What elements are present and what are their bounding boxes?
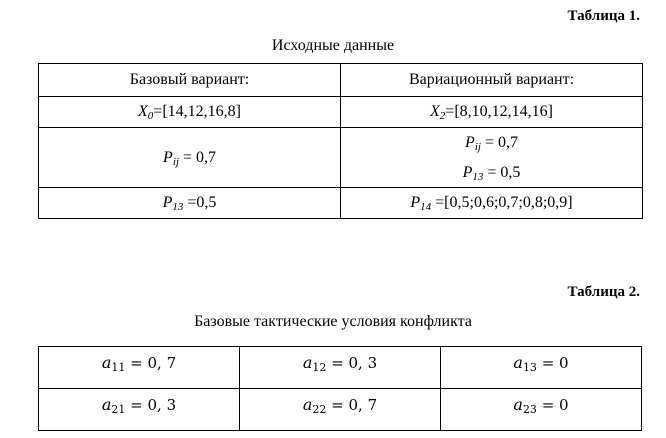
table-row <box>39 64 643 97</box>
var-subscript: 13 <box>472 170 484 183</box>
cell-p14-variation <box>341 188 643 219</box>
table-row <box>39 389 642 431</box>
cell-a21 <box>39 389 240 431</box>
var-subscript: 13 <box>522 361 537 374</box>
var-subscript: 13 <box>172 201 184 214</box>
header-base-variant: Базовый вариант: <box>39 64 341 97</box>
table2-label: Таблица 2. <box>567 284 640 300</box>
var-symbol: P <box>462 163 473 181</box>
cell-value: = 0,7 <box>178 148 216 166</box>
var-symbol: a <box>101 353 112 372</box>
cell-a12 <box>240 347 441 389</box>
cell-a11 <box>39 347 240 389</box>
tactical-conditions-table <box>38 346 642 431</box>
header-variation-variant: Вариационный вариант: <box>341 64 643 97</box>
cell-value: = 0, 3 <box>125 396 177 414</box>
table-row <box>39 97 643 128</box>
cell-x2 <box>341 97 643 128</box>
var-subscript: 2 <box>439 110 446 123</box>
var-symbol: a <box>302 395 313 414</box>
cell-pij-base <box>39 128 341 188</box>
cell-value: =[0,5;0,6;0,7;0,8;0,9] <box>431 194 573 212</box>
cell-p13-base <box>39 188 341 219</box>
var-subscript: 22 <box>312 403 327 416</box>
p13-line <box>341 163 642 182</box>
cell-a22 <box>240 389 441 431</box>
table-row <box>39 128 643 188</box>
var-subscript: ij <box>172 155 179 168</box>
var-symbol: X <box>138 103 148 121</box>
var-subscript: 14 <box>420 201 432 214</box>
cell-value: = 0 <box>536 396 569 414</box>
cell-value: = 0, 7 <box>326 396 378 414</box>
table-row <box>39 188 643 219</box>
cell-value: = 0,5 <box>483 163 521 181</box>
var-symbol: P <box>465 134 475 152</box>
var-subscript: 23 <box>522 403 537 416</box>
var-symbol: P <box>163 148 173 166</box>
var-symbol: X <box>430 103 440 121</box>
table-row <box>39 347 642 389</box>
cell-value: = 0,7 <box>480 134 518 152</box>
pij-line <box>341 133 642 152</box>
cell-a23 <box>441 389 642 431</box>
cell-p-variation <box>341 128 643 188</box>
var-subscript: 21 <box>111 403 126 416</box>
var-subscript: 11 <box>111 361 126 374</box>
table2-caption: Базовые тактические условия конфликта <box>194 313 472 330</box>
var-symbol: P <box>410 194 421 212</box>
table1-label: Таблица 1. <box>567 8 640 24</box>
cell-value: =0,5 <box>183 194 217 212</box>
cell-value: = 0, 7 <box>125 354 177 372</box>
cell-x0 <box>39 97 341 128</box>
initial-data-table <box>38 63 643 219</box>
var-symbol: a <box>101 395 112 414</box>
var-subscript: 12 <box>312 361 327 374</box>
var-symbol: P <box>162 194 173 212</box>
var-subscript: 0 <box>147 110 154 123</box>
var-symbol: a <box>302 353 313 372</box>
var-symbol: a <box>513 395 523 414</box>
table1-caption: Исходные данные <box>271 37 395 54</box>
cell-value: =[14,12,16,8] <box>153 103 241 121</box>
cell-value: = 0 <box>536 354 569 372</box>
var-symbol: a <box>513 353 523 372</box>
var-subscript: ij <box>474 141 481 154</box>
cell-a13 <box>441 347 642 389</box>
cell-value: = 0, 3 <box>326 354 378 372</box>
cell-value: =[8,10,12,14,16] <box>445 103 553 121</box>
